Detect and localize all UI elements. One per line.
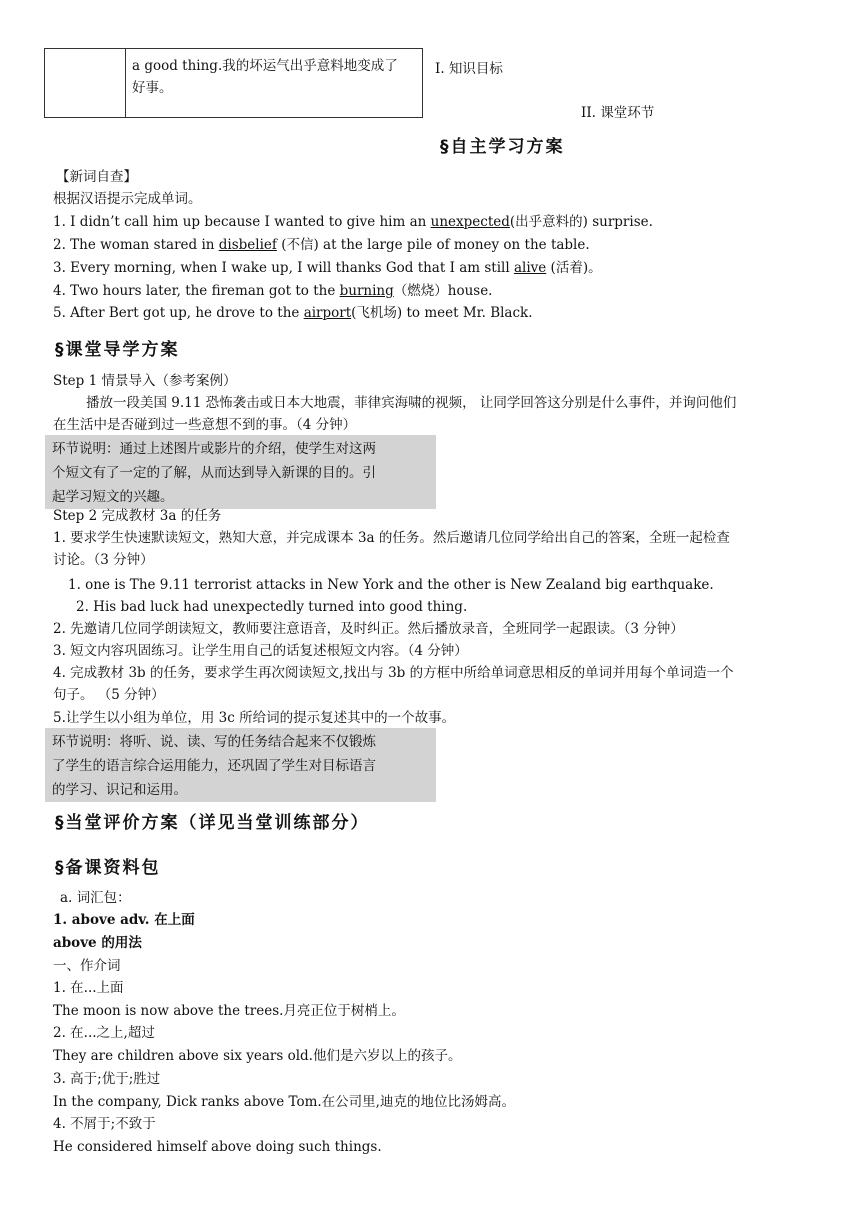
- vocab-answer: airport: [303, 305, 352, 321]
- vocab-item-text: (活着)。: [546, 260, 602, 276]
- step2-item-4-line1: 4. 完成教材 3b 的任务，要求学生再次阅读短文,找出与 3b 的方框中所给单词意思相反的单词并用每个单词造一个: [53, 665, 734, 681]
- top-table-text-1: a good thing.我的坏运气出乎意料地变成了: [132, 58, 398, 74]
- sense-label: 1. 在...上面: [53, 980, 124, 996]
- section-self-study: §自主学习方案: [440, 137, 565, 157]
- top-table-text-2: 好事。: [132, 80, 173, 96]
- vocab-pack-label: a. 词汇包：: [60, 890, 131, 906]
- vocab-item-text: (出乎意料的) surprise.: [509, 214, 653, 230]
- step2-item-4-line2: 句子。 （5 分钟）: [53, 687, 165, 703]
- vocab-check-title: 【新词自查】: [56, 169, 137, 185]
- as-preposition-heading: 一、作介词: [53, 958, 121, 974]
- note-box-2: [45, 728, 436, 802]
- vocab-item-text: （燃烧）house.: [393, 283, 493, 299]
- word-heading: 1. above adv. 在上面: [53, 912, 195, 928]
- vocab-item-text: 3. Every morning, when I wake up, I will thanks God that I am still: [53, 260, 514, 276]
- note-line: 的学习、识记和运用。: [52, 782, 187, 798]
- sense-example: The moon is now above the trees.月亮正位于树梢上。: [53, 1003, 405, 1019]
- vocab-answer: disbelief: [218, 237, 277, 253]
- answer-1: 1. one is The 9.11 terrorist attacks in New York and the other is New Zealand big earthquake.: [68, 577, 714, 593]
- step2-item-1-line1: 1. 要求学生快速默读短文，熟知大意，并完成课本 3a 的任务。然后邀请几位同学给出自己的答案，全班一起检查: [53, 530, 730, 546]
- outline-item-1: I. 知识目标: [435, 61, 503, 77]
- step1-title: Step 1 情景导入（参考案例）: [53, 373, 237, 389]
- step2-item-5: 5.让学生以小组为单位，用 3c 所给词的提示复述其中的一个故事。: [53, 710, 456, 726]
- vocab-item-5: [53, 303, 533, 323]
- vocab-item-1: [53, 212, 653, 232]
- top-table: [44, 48, 423, 118]
- step2-title: Step 2 完成教材 3a 的任务: [53, 508, 222, 524]
- vocab-answer: alive: [513, 260, 547, 276]
- vocab-item-4: [53, 281, 492, 301]
- vocab-item-text: (飞机场) to meet Mr. Black.: [351, 305, 533, 321]
- note-line: 了学生的语言综合运用能力，还巩固了学生对目标语言: [52, 758, 376, 774]
- note-box-1: [45, 435, 436, 509]
- step1-description-1: 播放一段美国 9.11 恐怖袭击或日本大地震，菲律宾海啸的视频， 让同学回答这分别是什么事件，并询问他们: [86, 395, 737, 411]
- step2-item-2: 2. 先邀请几位同学朗读短文，教师要注意语音，及时纠正。然后播放录音，全班同学一起跟读。（3 分钟）: [53, 621, 684, 637]
- vocab-item-text: 1. I didn’t call him up because I wanted to give him an: [53, 214, 431, 230]
- step2-item-3: 3. 短文内容巩固练习。让学生用自己的话复述根短文内容。（4 分钟）: [53, 643, 468, 659]
- vocab-answer: burning: [339, 283, 394, 299]
- top-table-right-cell: [126, 49, 423, 118]
- vocab-item-text: 5. After Bert got up, he drove to the: [53, 305, 304, 321]
- sense-example: They are children above six years old.他们是六岁以上的孩子。: [53, 1048, 462, 1064]
- note-line: 环节说明：通过上述图片或影片的介绍，使学生对这两: [52, 441, 376, 457]
- sense-label: 2. 在...之上,超过: [53, 1025, 155, 1041]
- usage-heading: above 的用法: [53, 935, 142, 951]
- section-evaluation: §当堂评价方案（详见当堂训练部分）: [55, 813, 370, 833]
- section-materials: §备课资料包: [55, 858, 161, 878]
- outline-item-2: II. 课堂环节: [581, 105, 655, 121]
- vocab-answer: unexpected: [430, 214, 510, 230]
- sense-label: 4. 不屑于;不致于: [53, 1116, 156, 1132]
- note-line: 个短文有了一定的了解，从而达到导入新课的目的。引: [52, 465, 376, 481]
- note-line: 起学习短文的兴趣。: [52, 489, 174, 505]
- sense-example: He considered himself above doing such things.: [53, 1139, 382, 1155]
- section-classroom: §课堂导学方案: [55, 340, 180, 360]
- step2-item-1-line2: 讨论。（3 分钟）: [53, 552, 154, 568]
- vocab-item-3: [53, 258, 602, 278]
- step1-description-2: 在生活中是否碰到过一些意想不到的事。（4 分钟）: [53, 417, 357, 433]
- sense-example: In the company, Dick ranks above Tom.在公司里,迪克的地位比汤姆高。: [53, 1094, 515, 1110]
- note-line: 环节说明：将听、说、读、写的任务结合起来不仅锻炼: [52, 734, 376, 750]
- vocab-item-2: [53, 235, 590, 255]
- sense-label: 3. 高于;优于;胜过: [53, 1071, 161, 1087]
- vocab-item-text: (不信) at the large pile of money on the table.: [276, 237, 590, 253]
- vocab-check-instruction: 根据汉语提示完成单词。: [53, 191, 202, 207]
- vocab-item-text: 2. The woman stared in: [53, 237, 219, 253]
- top-table-left-cell: [45, 49, 126, 118]
- vocab-item-text: 4. Two hours later, the fireman got to the: [53, 283, 340, 299]
- answer-2: 2. His bad luck had unexpectedly turned into good thing.: [76, 599, 468, 615]
